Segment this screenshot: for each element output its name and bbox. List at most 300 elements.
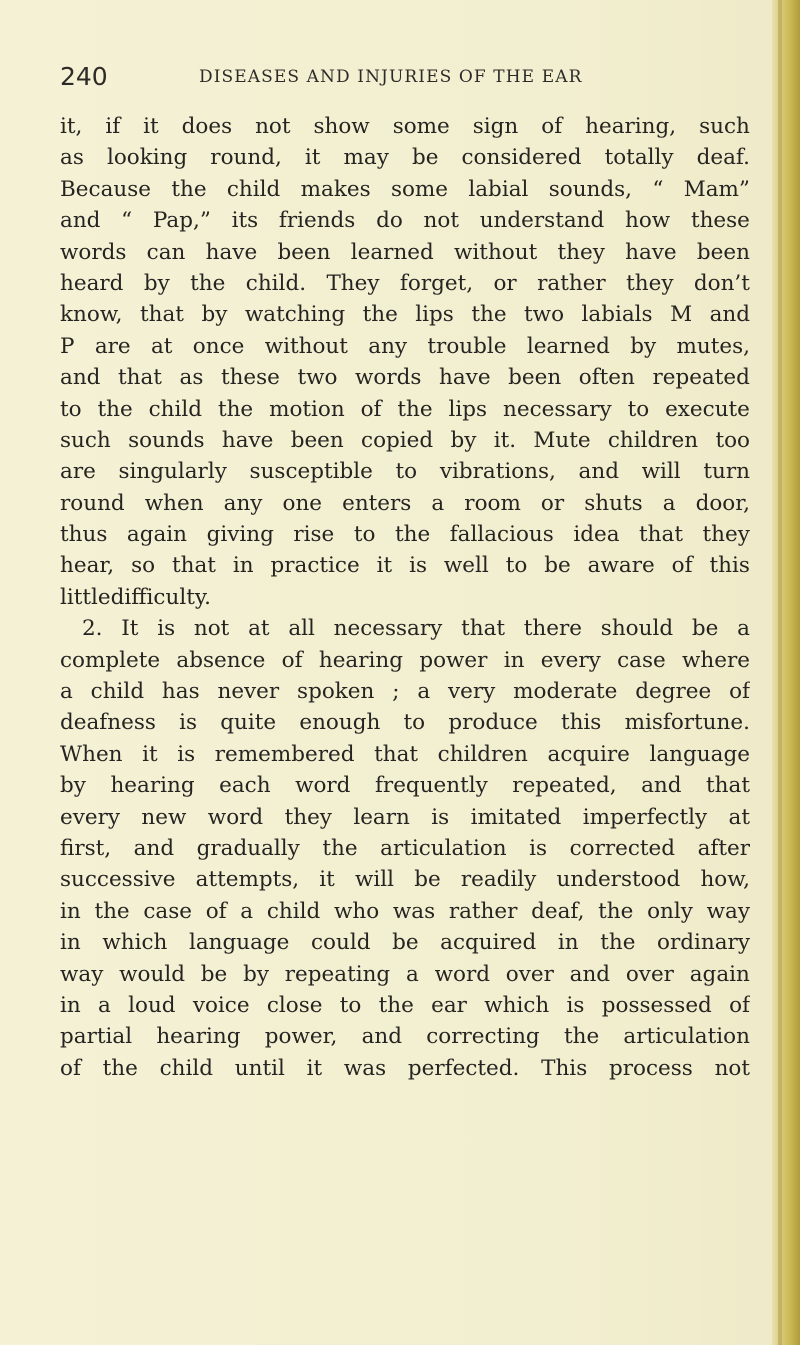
text-line <box>60 927 750 958</box>
word: first, <box>60 835 112 861</box>
word: it <box>143 114 159 139</box>
word: should <box>600 616 674 642</box>
word: which <box>484 992 550 1018</box>
word: the <box>362 302 398 328</box>
word: moderate <box>513 679 618 705</box>
word: friends <box>278 208 356 234</box>
word: be <box>691 616 719 642</box>
text-line <box>60 896 750 927</box>
word: hearing <box>318 647 404 673</box>
word: learn <box>353 804 410 830</box>
word: these <box>690 208 750 234</box>
word: in <box>60 930 81 956</box>
word: is <box>157 616 176 642</box>
word: spoken <box>297 679 375 705</box>
word: does <box>181 114 233 139</box>
word: have <box>439 365 491 391</box>
word: they <box>702 522 750 548</box>
word: attempts, <box>195 867 300 893</box>
word: the <box>190 270 226 296</box>
word: been <box>508 365 562 391</box>
word: the <box>102 1055 138 1081</box>
page-header <box>60 60 730 94</box>
word: complete <box>60 647 161 673</box>
text-line <box>60 1021 750 1052</box>
word: that <box>118 365 162 391</box>
word: Mute <box>533 427 591 453</box>
word: successive <box>60 867 176 893</box>
word: and <box>133 835 175 861</box>
word: never <box>217 679 280 705</box>
word: the <box>471 302 507 328</box>
word: vibrations, <box>439 459 556 485</box>
word: some <box>390 176 449 202</box>
word: and <box>578 459 619 485</box>
word: copied <box>361 427 434 453</box>
word: children <box>607 427 699 453</box>
word: is <box>177 741 196 767</box>
word: again <box>689 961 750 987</box>
word: is <box>179 710 198 736</box>
word: well <box>443 553 489 579</box>
word: process <box>608 1055 693 1081</box>
word: shuts <box>584 490 643 516</box>
word: and <box>60 208 101 234</box>
word: degree <box>635 679 712 705</box>
word: would <box>119 961 185 987</box>
word: “ <box>121 208 133 234</box>
word: child <box>159 1055 214 1081</box>
word: misfortune. <box>624 710 750 736</box>
word: Because <box>60 176 151 202</box>
word: the <box>563 1024 600 1050</box>
word: necessary <box>333 616 443 642</box>
word: deaf. <box>696 145 750 171</box>
word: way <box>60 961 104 987</box>
word: P <box>60 333 75 359</box>
word: too <box>715 427 750 453</box>
text-line <box>60 111 750 142</box>
word: ordinary <box>657 930 750 956</box>
word: to <box>627 396 650 422</box>
word: child <box>148 396 203 422</box>
word: be <box>411 145 439 171</box>
word: of <box>729 679 750 705</box>
text-line <box>60 770 750 801</box>
word: power, <box>264 1024 338 1050</box>
word: correcting <box>426 1024 540 1050</box>
word: that <box>171 553 216 579</box>
word: by <box>450 427 477 453</box>
word: singularly <box>118 459 227 485</box>
word: such <box>699 114 750 139</box>
text-line <box>60 205 750 236</box>
word: hear, <box>60 553 115 579</box>
word: been <box>290 427 344 453</box>
word: words <box>355 365 422 391</box>
text-line <box>60 425 750 456</box>
word: of <box>541 114 563 139</box>
word: deaf, <box>531 898 585 924</box>
word: produce <box>448 710 538 736</box>
word: know, <box>60 302 123 328</box>
word: watching <box>244 302 346 328</box>
word: be <box>544 553 571 579</box>
word: Mam” <box>683 176 750 202</box>
word: a <box>405 961 419 987</box>
word: difficulty. <box>110 584 211 610</box>
word: at <box>728 804 750 830</box>
running-head: DISEASES AND INJURIES OF THE EAR <box>199 67 583 87</box>
word: turn <box>703 459 750 485</box>
text-line <box>60 142 750 173</box>
word: every <box>540 647 601 673</box>
word: are <box>60 459 96 485</box>
word: once <box>192 333 245 359</box>
word: a <box>240 898 254 924</box>
text-line <box>60 613 750 644</box>
word: or <box>540 490 565 516</box>
text-line <box>60 519 750 550</box>
word: deafness <box>60 710 156 736</box>
text-line <box>60 268 750 299</box>
word: not <box>423 208 459 234</box>
word: the <box>394 522 431 548</box>
word: show <box>313 114 370 139</box>
word: it <box>304 145 321 171</box>
word: considered <box>461 145 582 171</box>
word: they <box>557 239 605 265</box>
word: voice <box>192 992 250 1018</box>
word: of <box>205 898 227 924</box>
word: enters <box>342 490 412 516</box>
word: that <box>461 616 506 642</box>
word: words <box>60 239 127 265</box>
word: articulation <box>623 1024 750 1050</box>
word: is <box>409 553 427 579</box>
text-line <box>60 645 750 676</box>
page-number: 240 <box>60 62 108 91</box>
word: labials <box>581 302 653 328</box>
text-line <box>60 864 750 895</box>
word: acquire <box>547 741 630 767</box>
word: or <box>493 270 517 296</box>
word: sounds, <box>548 176 633 202</box>
word: been <box>277 239 331 265</box>
word: “ <box>652 176 664 202</box>
word: the <box>171 176 207 202</box>
word: was <box>392 898 436 924</box>
text-line <box>60 959 750 990</box>
word: and <box>641 773 682 799</box>
word: lips <box>415 302 454 328</box>
word: after <box>697 835 750 861</box>
word: a <box>431 490 445 516</box>
word: not <box>255 114 291 139</box>
word: the <box>97 396 133 422</box>
word: enough <box>299 710 381 736</box>
word: it <box>306 1055 323 1081</box>
word: how, <box>700 867 750 893</box>
text-line <box>60 331 750 362</box>
word: one <box>282 490 323 516</box>
word: to <box>353 522 376 548</box>
text-line <box>60 582 750 613</box>
word: learned <box>526 333 610 359</box>
word: of <box>60 1055 81 1081</box>
word: sign <box>472 114 519 139</box>
word: that <box>140 302 184 328</box>
word: loud <box>128 992 176 1018</box>
word: of <box>729 992 750 1018</box>
word: have <box>221 427 274 453</box>
word: word <box>207 804 264 830</box>
word: a <box>60 679 73 705</box>
word: idea <box>573 522 620 548</box>
word: it <box>319 867 335 893</box>
word: possessed <box>601 992 712 1018</box>
word: without <box>454 239 538 265</box>
word: in <box>503 647 525 673</box>
word: and <box>569 961 611 987</box>
word: some <box>392 114 450 139</box>
word: giving <box>206 522 274 548</box>
word: susceptible <box>249 459 373 485</box>
word: word <box>295 773 351 799</box>
word: door, <box>695 490 750 516</box>
word: imperfectly <box>582 804 708 830</box>
word: case <box>143 898 192 924</box>
word: until <box>234 1055 285 1081</box>
word: every <box>60 804 121 830</box>
word: when <box>144 490 204 516</box>
word: they <box>626 270 674 296</box>
word: When <box>60 741 123 767</box>
word: the <box>600 930 636 956</box>
word: where <box>682 647 750 673</box>
word: by <box>201 302 228 328</box>
word: by <box>630 333 657 359</box>
word: a <box>98 992 111 1018</box>
word: not <box>714 1055 750 1081</box>
word: makes <box>300 176 371 202</box>
word: power <box>419 647 488 673</box>
word: of <box>360 396 382 422</box>
word: the <box>598 898 634 924</box>
word: way <box>706 898 750 924</box>
word: the <box>94 898 130 924</box>
word: sounds <box>128 427 205 453</box>
word: trouble <box>427 333 507 359</box>
word: be <box>392 930 419 956</box>
word: hearing <box>110 773 195 799</box>
word: it <box>142 741 158 767</box>
word: hearing <box>156 1024 241 1050</box>
word: not <box>193 616 230 642</box>
word: of <box>671 553 693 579</box>
word: in <box>557 930 579 956</box>
word: in <box>232 553 254 579</box>
word: acquired <box>440 930 537 956</box>
word: articulation <box>380 835 507 861</box>
word: 2. <box>82 616 103 642</box>
word: has <box>161 679 200 705</box>
text-line <box>60 802 750 833</box>
text-line <box>60 1053 750 1084</box>
word: learned <box>350 239 434 265</box>
word: so <box>131 553 156 579</box>
word: are <box>94 333 131 359</box>
word: repeating <box>284 961 391 987</box>
word: in <box>60 898 81 924</box>
word: room <box>464 490 521 516</box>
word: to <box>403 710 426 736</box>
word: it, <box>60 114 83 139</box>
word: is <box>566 992 585 1018</box>
word: language <box>649 741 750 767</box>
word: over <box>625 961 674 987</box>
word: will <box>354 867 395 893</box>
word: the <box>378 992 414 1018</box>
text-line <box>60 833 750 864</box>
word: child <box>226 176 281 202</box>
word: to <box>60 396 82 422</box>
word: as <box>60 145 84 171</box>
word: have <box>625 239 677 265</box>
text-line <box>60 739 750 770</box>
word: it <box>376 553 393 579</box>
word: that <box>374 741 419 767</box>
text-line <box>60 550 750 581</box>
word: each <box>219 773 271 799</box>
word: round <box>60 490 125 516</box>
word: totally <box>604 145 674 171</box>
word: It <box>121 616 139 642</box>
word: understood <box>556 867 681 893</box>
word: and <box>709 302 750 328</box>
word: could <box>311 930 371 956</box>
word: close <box>266 992 323 1018</box>
word: They <box>326 270 380 296</box>
word: been <box>696 239 750 265</box>
word: at <box>248 616 270 642</box>
word: mutes, <box>676 333 750 359</box>
word: was <box>343 1055 387 1081</box>
word: thus <box>60 522 108 548</box>
word: in <box>60 992 81 1018</box>
word: perfected. <box>407 1055 520 1081</box>
word: repeated <box>652 365 750 391</box>
word: case <box>617 647 666 673</box>
word: that <box>706 773 750 799</box>
body-text <box>60 111 750 1084</box>
word: be <box>414 867 441 893</box>
word: child. <box>245 270 307 296</box>
word: of <box>281 647 303 673</box>
word: This <box>541 1055 588 1081</box>
word: rather <box>537 270 606 296</box>
word: there <box>523 616 583 642</box>
word: which <box>102 930 168 956</box>
word: lips <box>448 396 488 422</box>
text-line <box>60 488 750 519</box>
word: often <box>578 365 635 391</box>
word: any <box>223 490 263 516</box>
word: to <box>395 459 418 485</box>
word: who <box>333 898 380 924</box>
word: be <box>200 961 228 987</box>
text-line <box>60 394 750 425</box>
word: the <box>397 396 433 422</box>
word: hearing, <box>585 114 677 139</box>
text-line <box>60 362 750 393</box>
word: child <box>266 898 321 924</box>
word: if <box>105 114 121 139</box>
word: partial <box>60 1024 133 1050</box>
word: word <box>434 961 490 987</box>
word: that <box>639 522 683 548</box>
word: motion <box>269 396 345 422</box>
text-line <box>60 990 750 1021</box>
word: don’t <box>693 270 750 296</box>
word: understand <box>479 208 605 234</box>
word: as <box>179 365 204 391</box>
word: frequently <box>374 773 488 799</box>
word: language <box>188 930 290 956</box>
word: only <box>647 898 693 924</box>
word: all <box>288 616 315 642</box>
word: absence <box>176 647 266 673</box>
word: by <box>60 773 86 799</box>
word: children <box>437 741 528 767</box>
word: its <box>231 208 259 234</box>
text-line <box>60 237 750 268</box>
word: is <box>431 804 450 830</box>
word: repeated, <box>512 773 617 799</box>
word: two <box>297 365 338 391</box>
word: the <box>217 396 254 422</box>
text-line <box>60 456 750 487</box>
word: a <box>417 679 431 705</box>
word: rise <box>293 522 335 548</box>
word: to <box>505 553 528 579</box>
word: they <box>284 804 332 830</box>
word: remembered <box>214 741 355 767</box>
word: heard <box>60 270 124 296</box>
word: this <box>709 553 750 579</box>
word: and <box>361 1024 403 1050</box>
word: again <box>126 522 188 548</box>
word: do <box>376 208 403 234</box>
word: aware <box>587 553 655 579</box>
word: ear <box>431 992 467 1018</box>
word: this <box>560 710 602 736</box>
text-line <box>60 676 750 707</box>
word: very <box>447 679 496 705</box>
word: and <box>60 365 101 391</box>
word: a <box>662 490 676 516</box>
word: gradually <box>196 835 300 861</box>
page-edge-shadow <box>772 0 800 1345</box>
word: any <box>368 333 408 359</box>
word: looking <box>106 145 188 171</box>
word: forget, <box>399 270 474 296</box>
word: ; <box>392 679 400 705</box>
word: may <box>343 145 389 171</box>
word: child <box>90 679 145 705</box>
word: Pap,” <box>152 208 211 234</box>
word: necessary <box>503 396 612 422</box>
